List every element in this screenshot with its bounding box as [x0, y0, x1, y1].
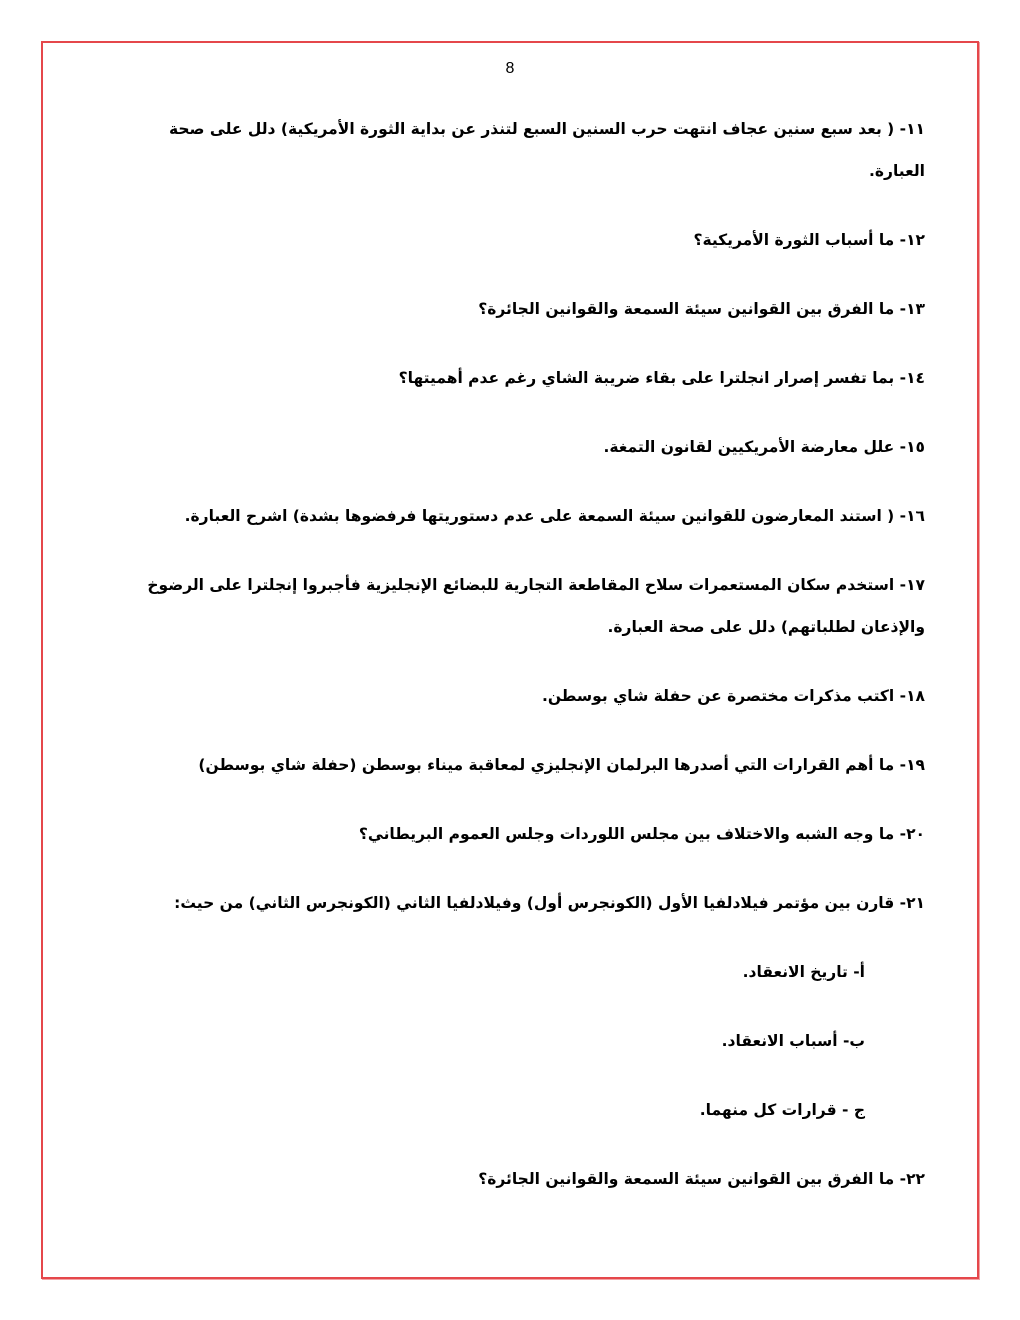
sub-item-c: ج - قرارات كل منهما.: [699, 1101, 865, 1119]
question-19: ١٩- ما أهم القرارات التي أصدرها البرلمان الإنجليزي لمعاقبة ميناء بوسطن (حفلة شاي بوسطن): [198, 756, 925, 774]
question-14: ١٤- بما تفسر إصرار انجلترا على بقاء ضريبة الشاي رغم عدم أهميتها؟: [398, 369, 925, 387]
question-list: [135, 108, 925, 1227]
sub-item-a: أ- تاريخ الانعقاد.: [742, 963, 865, 981]
sub-item-b: ب- أسباب الانعقاد.: [721, 1032, 865, 1050]
question-18: ١٨- اكتب مذكرات مختصرة عن حفلة شاي بوسطن.: [541, 687, 925, 705]
page-number: 8: [505, 60, 515, 77]
question-16: ١٦- ( استند المعارضون للقوانين سيئة السمعة على عدم دستوريتها فرفضوها بشدة) اشرح العبارة.: [184, 507, 925, 525]
question-20: ٢٠- ما وجه الشبه والاختلاف بين مجلس اللوردات وجلس العموم البريطاني؟: [358, 825, 925, 843]
question-11: ١١- ( بعد سبع سنين عجاف انتهت حرب السنين السبع لتنذر عن بداية الثورة الأمريكية) دلل على صحة العبارة.: [168, 120, 925, 180]
question-21: ٢١- قارن بين مؤتمر فيلادلفيا الأول (الكونجرس أول) وفيلادلفيا الثاني (الكونجرس الثاني) من حيث:: [174, 894, 925, 912]
question-22: ٢٢- ما الفرق بين القوانين سيئة السمعة والقوانين الجائرة؟: [478, 1170, 925, 1188]
question-13: ١٣- ما الفرق بين القوانين سيئة السمعة والقوانين الجائرة؟: [478, 300, 925, 318]
question-17: ١٧- استخدم سكان المستعمرات سلاح المقاطعة التجارية للبضائع الإنجليزية فأجبروا إنجلترا على الرضوخ والإذعان لطلباتهم) دلل على صحة العبارة.: [147, 576, 925, 636]
question-15: ١٥- علل معارضة الأمريكيين لقانون التمغة.: [603, 438, 925, 456]
question-12: ١٢- ما أسباب الثورة الأمريكية؟: [693, 231, 925, 249]
